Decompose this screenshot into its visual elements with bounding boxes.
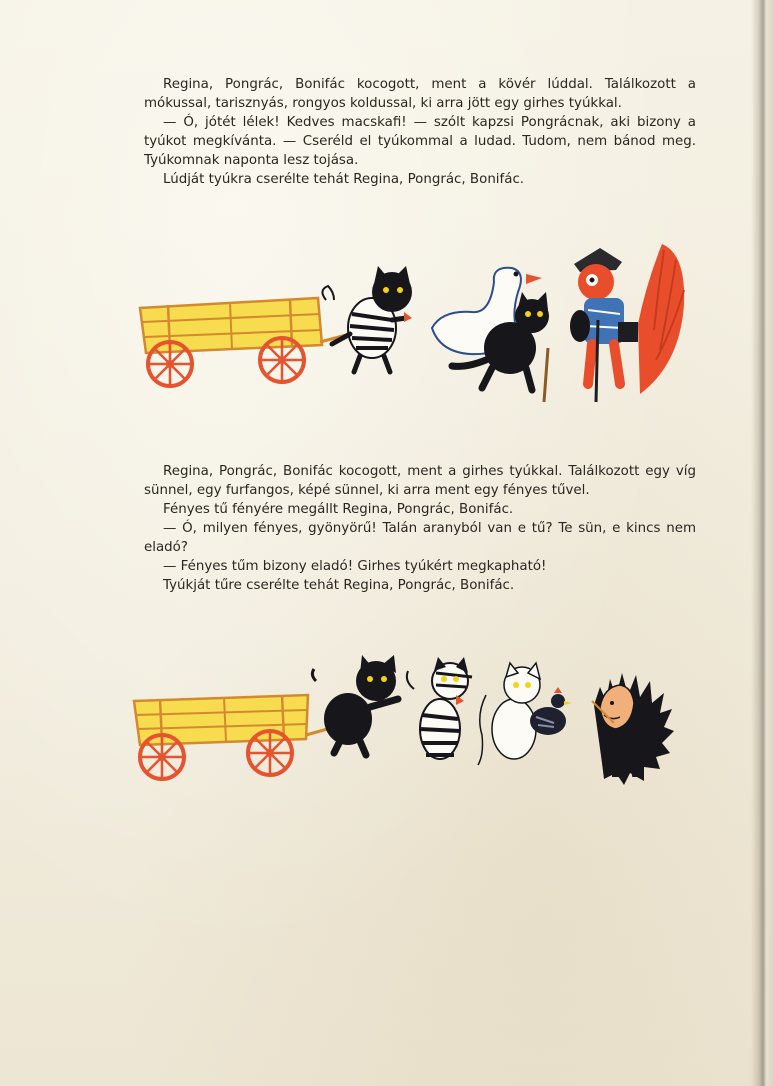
cart-icon — [134, 695, 342, 779]
squirrel-icon — [570, 244, 684, 402]
paragraph: — Fényes tűm bizony eladó! Girhes tyúkért megkapható! — [163, 559, 547, 574]
text-block-top — [144, 75, 696, 189]
paragraph: — Ó, jótét lélek! Kedves macskafi! — szólt kapzsi Pongrácnak, aki bizony a tyúkot megkívánta. — Cseréld el tyúkommal a ludad. Tudom, nem bánod meg. Tyúkomnak naponta lesz tojása. — [144, 115, 696, 168]
white-cat-icon — [478, 663, 572, 765]
hedgehog-icon — [592, 673, 674, 785]
cart-icon — [140, 298, 350, 386]
wheel-icon — [140, 735, 184, 779]
striped-cat-icon — [407, 657, 472, 759]
wheel-icon — [248, 731, 292, 775]
wheel-icon — [260, 338, 304, 382]
wheel-icon — [148, 342, 192, 386]
illustration-hen-trade — [0, 645, 773, 795]
striped-cat-icon — [322, 266, 412, 372]
hen-icon — [570, 310, 590, 342]
text-block-bottom — [144, 462, 696, 595]
paragraph: — Ó, milyen fényes, gyönyörű! Talán aranyból van e tű? Te sün, e kincs nem eladó? — [144, 521, 696, 555]
black-cat-icon — [312, 655, 398, 755]
paragraph: Regina, Pongrác, Bonifác kocogott, ment a kövér lúddal. Találkozott a mókussal, tarisznyás, rongyos koldussal, ki arra jött egy girhes tyúkkal. — [144, 77, 696, 111]
paragraph: Lúdját tyúkra cserélte tehát Regina, Pongrác, Bonifác. — [163, 172, 525, 187]
page-spine-edge — [751, 0, 773, 1086]
paragraph: Fényes tű fényére megállt Regina, Pongrác, Bonifác. — [163, 502, 514, 517]
paragraph: Regina, Pongrác, Bonifác kocogott, ment a girhes tyúkkal. Találkozott egy víg sünnel, egy furfangos, képé sünnel, ki arra ment egy fényes tűvel. — [144, 464, 696, 498]
illustration-goose-trade — [0, 230, 773, 420]
paragraph: Tyúkját tűre cserélte tehát Regina, Pongrác, Bonifác. — [163, 578, 515, 593]
